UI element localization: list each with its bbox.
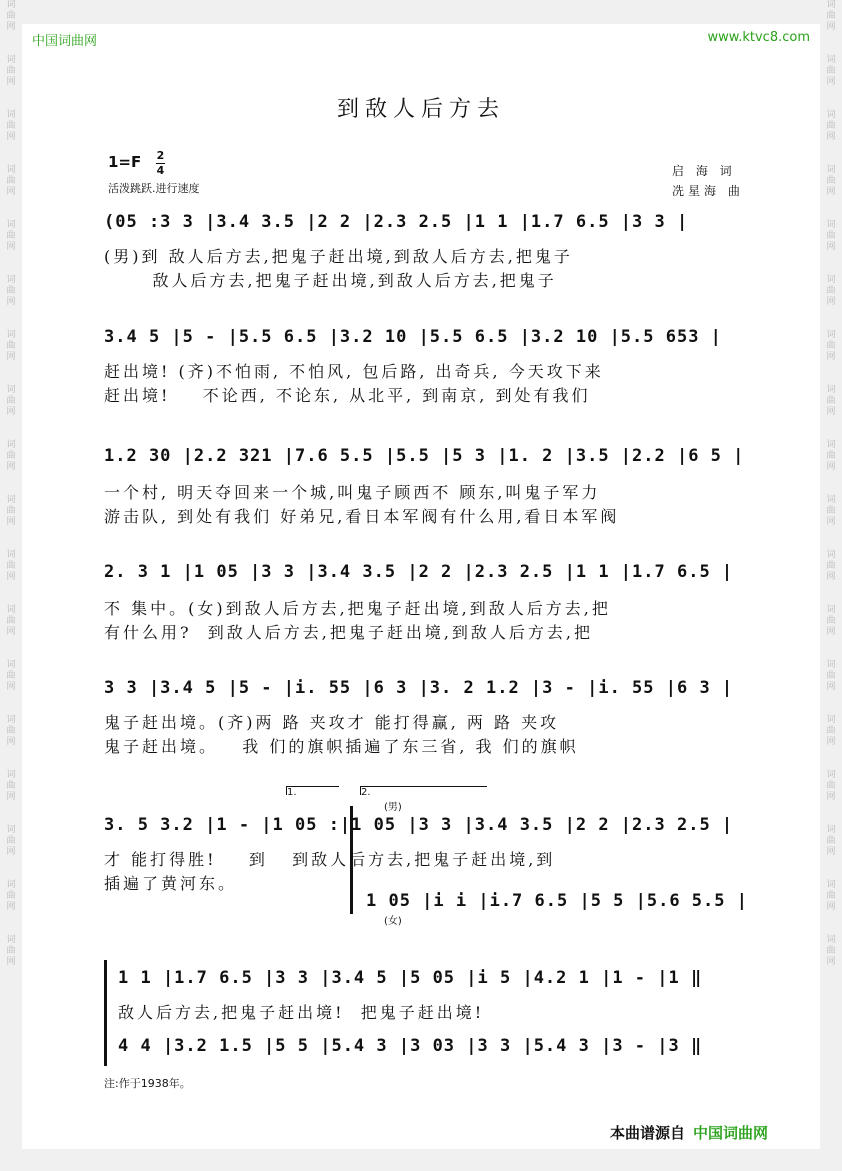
time-signature [156,150,165,177]
source-credit [610,1122,768,1143]
lyric-line-1: 一个村, 明天夺回来一个城,叫鬼子顾西不 顾东,叫鬼子军力 [104,483,601,502]
key-signature: 1=F [108,153,142,171]
part-brace [104,960,107,1066]
volta-2: 2. [360,786,487,795]
lyric-line-1: (男)到 敌人后方去,把鬼子赶出境,到敌人后方去,把鬼子 [104,247,573,266]
lyric-line-2: 鬼子赶出境。 我 们的旗帜插遍了东三省, 我 们的旗帜 [104,737,579,756]
lower-notation-line: 4 4 |3.2 1.5 |5 5 |5.4 3 |3 03 |3 3 |5.4 3 |3 - |3 ‖ [118,1036,703,1056]
notation-line: 1 1 |1.7 6.5 |3 3 |3.4 5 |5 05 |i 5 |4.2 1 |1 - |1 ‖ [118,968,703,988]
footnote: 注:作于1938年。 [104,1077,191,1090]
lyric-line-1: 鬼子赶出境。(齐)两 路 夹攻才 能打得赢, 两 路 夹攻 [104,713,560,732]
song-title: 到敌人后方去 [336,97,505,122]
lyric-line-1: 赶出境! (齐)不怕雨, 不怕风, 包后路, 出奇兵, 今天攻下来 [104,362,604,381]
notation-line: 1.2 30 |2.2 321 |7.6 5.5 |5.5 |5 3 |1. 2 |3.5 |2.2 |6 5 | [104,446,745,466]
lower-notation-line: 1 05 |i i |i.7 6.5 |5 5 |5.6 5.5 | [366,891,748,911]
lyric-line-2: 敌人后方去,把鬼子赶出境,到敌人后方去,把鬼子 [104,271,557,290]
lyric-line-2: 赶出境! 不论西, 不论东, 从北平, 到南京, 到处有我们 [104,386,591,405]
female-part-label: (女) [384,916,402,927]
notation-line: 3.4 5 |5 - |5.5 6.5 |3.2 10 |5.5 6.5 |3.2 10 |5.5 653 | [104,327,722,347]
site-name-left[interactable]: 中国词曲网 [32,34,98,49]
time-sig-bottom: 4 [156,164,165,177]
notation-line: 3. 5 3.2 |1 - |1 05 :|1 05 |3 3 |3.4 3.5 |2 2 |2.3 2.5 | [104,815,734,835]
lyric-line-2: 游击队, 到处有我们 好弟兄,看日本军阀有什么用,看日本军阀 [104,507,620,526]
composer-credit: 冼星海 曲 [672,184,744,198]
male-part-label: (男) [384,802,402,813]
source-label: 本曲谱源自 [610,1124,686,1142]
notation-line: 2. 3 1 |1 05 |3 3 |3.4 3.5 |2 2 |2.3 2.5 |1 1 |1.7 6.5 | [104,562,734,582]
lyricist-credit: 启 海 词 [672,164,736,178]
lyric-line-2: 插遍了黄河东。 [104,874,238,893]
lyric-line-1: 敌人后方去,把鬼子赶出境! 把鬼子赶出境! [118,1003,485,1022]
lyric-line-2: 有什么用? 到敌人后方去,把鬼子赶出境,到敌人后方去,把 [104,623,594,642]
side-watermark-left: 词 曲 网 词 曲 网 词 曲 网 词 曲 网 词 曲 网 词 曲 网 词 曲 网 词 曲 网 词 曲 网 词 曲 网 词 曲 网 词 曲 网 词 曲 网 词 曲 网 词 曲 网 词 曲 网 词 曲 网 词 曲 网 [6,0,16,967]
source-site-link[interactable]: 中国词曲网 [693,1124,769,1142]
volta-1: 1. [286,786,339,795]
notation-line: 3 3 |3.4 5 |5 - |i. 55 |6 3 |3. 2 1.2 |3 - |i. 55 |6 3 | [104,678,734,698]
lyric-line-1: 才 能打得胜! 到 到敌人后方去,把鬼子赶出境,到 [104,850,556,869]
tempo-marking: 活泼跳跃.进行速度 [108,182,200,195]
lyric-line-1: 不 集中。(女)到敌人后方去,把鬼子赶出境,到敌人后方去,把 [104,599,611,618]
site-url-right[interactable]: www.ktvc8.com [707,30,810,45]
time-sig-top: 2 [156,149,165,162]
notation-line: (05 :3 3 |3.4 3.5 |2 2 |2.3 2.5 |1 1 |1.7 6.5 |3 3 | [104,212,689,232]
side-watermark-right: 词 曲 网 词 曲 网 词 曲 网 词 曲 网 词 曲 网 词 曲 网 词 曲 网 词 曲 网 词 曲 网 词 曲 网 词 曲 网 词 曲 网 词 曲 网 词 曲 网 词 曲 网 词 曲 网 词 曲 网 词 曲 网 [826,0,836,967]
